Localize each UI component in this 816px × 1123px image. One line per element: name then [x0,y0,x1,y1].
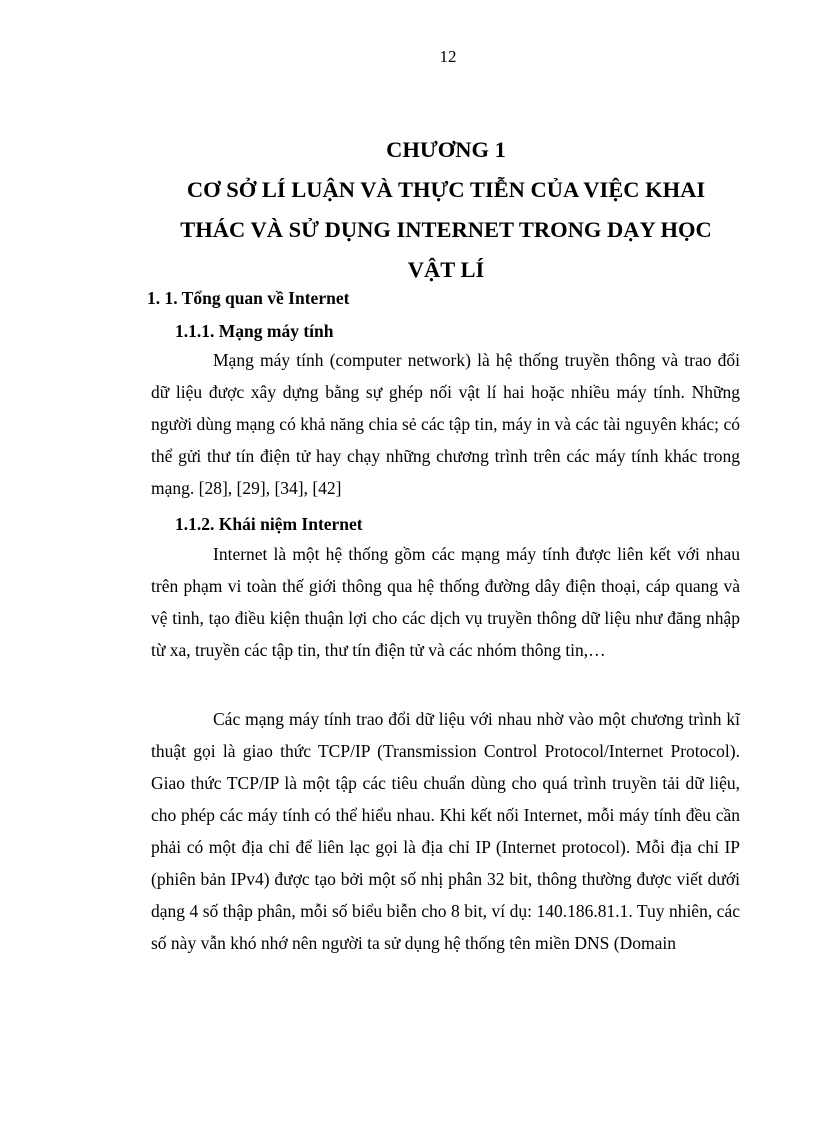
paragraph-tcp-ip: Các mạng máy tính trao đổi dữ liệu với nhau nhờ vào một chương trình kĩ thuật gọi là giao thức TCP/IP (Transmission Control Protocol/Internet Protocol). Giao thức TCP/IP là một tập các tiêu chuẩn dùng cho quá trình truyền tải dữ liệu, cho phép các máy tính có thể hiểu nhau. Khi kết nối Internet, mỗi máy tính đều cần phải có một địa chỉ để liên lạc gọi là địa chỉ IP (Internet protocol). Mỗi địa chỉ IP (phiên bản IPv4) được tạo bởi một số nhị phân 32 bit, thông thường được viết dưới dạng 4 số thập phân, mỗi số biểu biễn cho 8 bit, ví dụ: 140.186.81.1. Tuy nhiên, các số này vẫn khó nhớ nên người ta sử dụng hệ thống tên miền DNS (Domain [151,709,740,953]
section-heading-1-1-1: 1.1.1. Mạng máy tính [175,321,334,341]
page-number: 12 [439,47,457,66]
section-heading-1-1-2: 1.1.2. Khái niệm Internet [175,514,363,534]
paragraph-internet-definition: Internet là một hệ thống gồm các mạng máy tính được liên kết với nhau trên phạm vi toàn thế giới thông qua hệ thống đường dây điện thoại, cáp quang và vệ tinh, tạo điều kiện thuận lợi cho các dịch vụ truyền thông dữ liệu như đăng nhập từ xa, truyền các tập tin, thư tín điện tử và các nhóm thông tin,… [151,544,740,660]
chapter-title-block [146,130,746,290]
chapter-label: CHƯƠNG 1 [386,137,506,162]
chapter-title-line-1: CƠ SỞ LÍ LUẬN VÀ THỰC TIỄN CỦA VIỆC KHAI [186,177,706,202]
chapter-title-line-3: VẬT LÍ [407,257,485,282]
chapter-title-line-2: THÁC VÀ SỬ DỤNG INTERNET TRONG DẠY HỌC [180,217,712,242]
paragraph-computer-network: Mạng máy tính (computer network) là hệ thống truyền thông và trao đổi dữ liệu được xây dựng bằng sự ghép nối vật lí hai hoặc nhiều máy tính. Những người dùng mạng có khả năng chia sẻ các tập tin, máy in và các tài nguyên khác; có thể gửi thư tín điện tử hay chạy những chương trình trên các máy tính khác trong mạng. [28], [29], [34], [42] [151,350,740,498]
section-heading-1-1: 1. 1. Tổng quan về Internet [147,288,350,308]
